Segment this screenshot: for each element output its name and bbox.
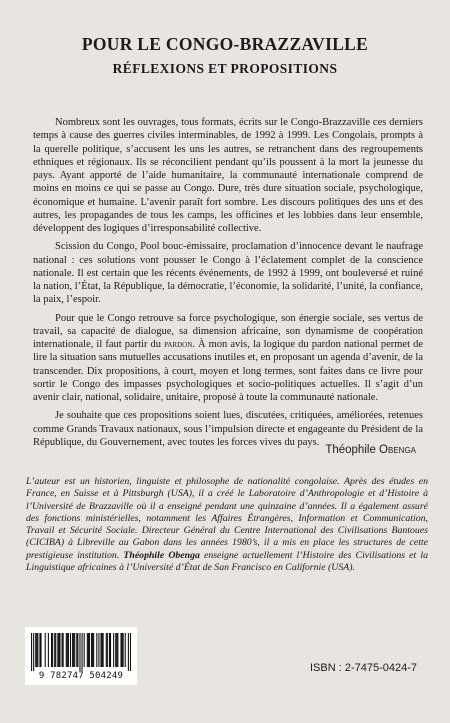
bio-text-2: enseigne actuellement l’Histoire des Civilisations et la Linguistique africaines à l’Université d’État de San Francisco en Californie (USA). bbox=[26, 549, 428, 573]
barcode-bar bbox=[39, 633, 40, 667]
barcode-bar bbox=[87, 633, 88, 667]
barcode-bars bbox=[31, 633, 131, 671]
barcode-bar bbox=[40, 633, 41, 667]
barcode-bar bbox=[68, 633, 69, 667]
blurb-paragraph-3-end: . À mon avis, la logique du pardon national permet de lire la situation sans mutuelles accusations inutiles et, en proposant un agenda d’avenir, de la transcender. Dix propositions, à court, moyen et long termes, sont faites dans ce livre pour sortir le Congo des impasses psychologiques et socio-politiques actuelles. Il s’agit d’un avenir clair, national, solidaire, unitaire, proposé à toute la communauté nationale. bbox=[33, 339, 423, 403]
barcode-bar bbox=[35, 633, 36, 667]
blurb bbox=[33, 116, 423, 449]
barcode-bar bbox=[33, 633, 34, 671]
barcode-bar bbox=[67, 633, 68, 667]
author-last-name: Obenga bbox=[379, 444, 416, 456]
barcode-bar bbox=[52, 633, 53, 667]
blurb-paragraph-1: Nombreux sont les ouvrages, tous formats, écrits sur le Congo-Brazzaville ces derniers temps à cause des guerres civiles interminables, de 1992 à 1999. Les Congolais, prompts à la querelle politique, s’accusent les uns les autres, se retranchent dans des regroupements ethniques et régionaux. Ils se réconcilient pendant qu’ils poussent à la mort la jeunesse du pays. Ayant apporté de l’aide humanitaire, la communauté internationale comprend de moins en moins ce qui se passe au Congo. Dure, très dure situation sociale, psychologique, économique et humaine. L’avenir paraît fort sombre. Les discours politiques des uns et des autres, les propagandes de tous les camps, les officines et les lobbies dans leur ensemble, développent des logiques d’irresponsabilité collective. bbox=[33, 117, 423, 234]
barcode-bar bbox=[116, 633, 117, 667]
barcode-bar bbox=[123, 633, 124, 667]
blurb-paragraph-3 bbox=[33, 312, 423, 405]
barcode-bar bbox=[128, 633, 129, 671]
barcode-bar bbox=[113, 633, 114, 667]
author-signature bbox=[325, 444, 416, 456]
barcode-bar bbox=[98, 633, 99, 667]
author-first-name: Théophile bbox=[325, 444, 380, 456]
bio-text: L’auteur est un historien, linguiste et philosophe de nationalité congolaise. Après des études en France, en Suisse et à Pittsburgh (USA), il a créé le Laboratoire d’Anthropologie et d’Histoire à l’Université de Brazzaville où il a enseigné pendant une quinzaine d’années. Il a également assuré des fonctions ministérielles, notamment les Affaires Étrangères, Information et Communication, Travail et Sécurité Sociale. Directeur Général du Centre International des Civilisations Bantoues (CICIBA) à Libreville au Gabon dans les années 1980’s, il a mis en place les structures de cette prestigieuse institution. bbox=[26, 476, 428, 561]
barcode-bar bbox=[100, 633, 101, 667]
barcode-bar bbox=[89, 633, 90, 667]
blurb-paragraph-2: Scission du Congo, Pool bouc-émissaire, proclamation d’innocence devant le naufrage national : ces solutions vont pousser le Congo à l’éclatement complet de la conscience nationale. Il est certain que les récents événements, de 1992 à 1999, ont bouleversé et ruiné la nation, l’État, la République, la démocratie, l’économie, la solidarité, l’unité, la confiance, la paix, l’espoir. bbox=[33, 241, 423, 306]
barcode-bar bbox=[77, 633, 78, 667]
barcode-bar bbox=[117, 633, 118, 667]
barcode-bar bbox=[96, 633, 97, 667]
barcode-bar bbox=[70, 633, 71, 667]
barcode-bar bbox=[106, 633, 107, 667]
barcode bbox=[25, 627, 137, 685]
barcode-bar bbox=[54, 633, 55, 667]
barcode-bar bbox=[37, 633, 38, 667]
barcode-bar bbox=[115, 633, 116, 667]
bio-author-name: Théophile Obenga bbox=[123, 549, 200, 561]
author-biography bbox=[26, 476, 428, 574]
barcode-bar bbox=[125, 633, 126, 667]
isbn: ISBN : 2-7475-0424-7 bbox=[309, 662, 417, 674]
blurb-paragraph-3-start: Pour que le Congo retrouve sa force psychologique, son énergie sociale, ses vertus de travail, sa capacité de dialogue, sa dimension africaine, son dynamisme de coopération internationale, il faut partir du bbox=[33, 312, 423, 350]
barcode-bar bbox=[72, 633, 73, 667]
barcode-bar bbox=[36, 633, 37, 667]
barcode-bar bbox=[73, 633, 74, 667]
barcode-bar bbox=[93, 633, 94, 667]
barcode-bar bbox=[82, 633, 83, 671]
barcode-bar bbox=[130, 633, 131, 671]
barcode-bar bbox=[110, 633, 111, 667]
barcode-bar bbox=[102, 633, 103, 667]
barcode-bar bbox=[120, 633, 121, 667]
barcode-bar bbox=[48, 633, 49, 667]
barcode-bar bbox=[76, 633, 77, 667]
barcode-bar bbox=[63, 633, 64, 667]
barcode-bar bbox=[57, 633, 58, 667]
barcode-bar bbox=[88, 633, 89, 667]
barcode-bar bbox=[51, 633, 52, 667]
barcode-bar bbox=[109, 633, 110, 667]
pardon-emphasis: pardon bbox=[164, 339, 193, 350]
barcode-bar bbox=[31, 633, 32, 671]
barcode-digits: 9 782747 504249 bbox=[38, 671, 124, 681]
barcode-bar bbox=[62, 633, 63, 667]
barcode-bar bbox=[122, 633, 123, 667]
book-title: POUR LE CONGO-BRAZZAVILLE bbox=[81, 34, 369, 54]
barcode-bar bbox=[66, 633, 67, 667]
blurb-paragraph-4: Je souhaite que ces propositions soient lues, discutées, critiquées, améliorées, retenues comme Grands Travaux nationaux, sous l’impulsion directe et engageante du Président de la République, du Gouvernement, avec toutes les forces vives du pays. bbox=[33, 410, 423, 448]
barcode-bar bbox=[79, 633, 80, 671]
barcode-bar bbox=[59, 633, 60, 667]
book-subtitle: RÉFLEXIONS ET PROPOSITIONS bbox=[112, 61, 338, 76]
barcode-bar bbox=[74, 633, 75, 667]
barcode-bar bbox=[103, 633, 104, 667]
barcode-bar bbox=[58, 633, 59, 667]
barcode-bar bbox=[55, 633, 56, 667]
barcode-bar bbox=[84, 633, 85, 667]
barcode-bar bbox=[45, 633, 46, 667]
barcode-bar bbox=[92, 633, 93, 667]
barcode-bar bbox=[91, 633, 92, 667]
barcode-bar bbox=[107, 633, 108, 667]
